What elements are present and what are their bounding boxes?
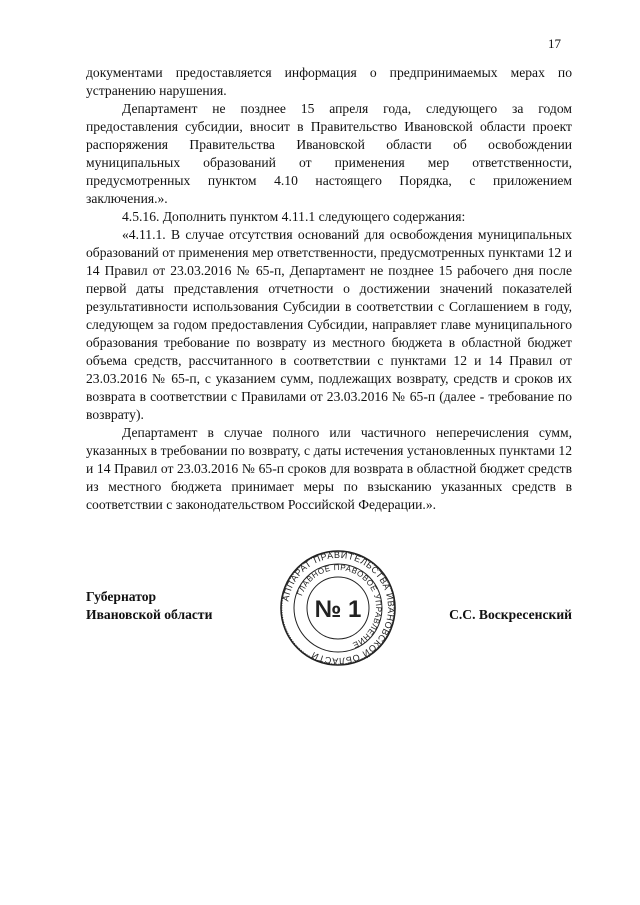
signatory-title xyxy=(86,588,212,624)
document-body xyxy=(86,64,572,514)
stamp-number: № 1 xyxy=(314,596,362,623)
paragraph: Департамент не позднее 15 апреля года, следующего за годом предоставления субсидии, вносит в Правительство Ивановской области проект распоряжения Правительства Ивановской области об освобождении муниципальных образований от применения мер ответственности, предусмотренных пунктом 4.10 настоящего Порядка, с приложением заключения.». xyxy=(86,101,572,206)
stamp-inner-text: ГЛАВНОЕ ПРАВОВОЕ УПРАВЛЕНИЕ xyxy=(295,562,384,650)
signatory-name: С.С. Воскресенский xyxy=(449,607,572,622)
page-number: 17 xyxy=(548,36,561,51)
paragraph: «4.11.1. В случае отсутствия оснований для освобождения муниципальных образований от применения мер ответственности, предусмотренных пунктами 12 и 14 Правил от 23.03.2016 № 65-п, Департамент не позднее 15 рабочего дня после первой даты представления отчетности о достижении значений показателей результативности использования Субсидии в соответствии с Соглашением в году, следующем за годом предоставления Субсидии, направляет главе муниципального образования требование по возврату из местного бюджета в областной бюджет объема средств, рассчитанного в соответствии с пунктами 12 и 14 Правил от 23.03.2016 № 65-п, с указанием сумм, подлежащих возврату, средств и сроков их возврата в соответствии с Правилами от 23.03.2016 № 65-п (далее - требование по возврату). xyxy=(86,227,572,422)
signature-block xyxy=(86,549,572,698)
paragraph: документами предоставляется информация о предпринимаемых мерах по устранению нарушения. xyxy=(86,65,572,98)
paragraph: 4.5.16. Дополнить пунктом 4.11.1 следующего содержания: xyxy=(122,209,466,224)
signatory-title-line: Губернатор xyxy=(86,589,157,604)
stamp-outer-text: АППАРАТ ПРАВИТЕЛЬСТВА ИВАНОВСКОЙ ОБЛАСТИ xyxy=(280,549,397,667)
official-stamp xyxy=(278,548,398,668)
paragraph: Департамент в случае полного или частичного неперечисления сумм, указанных в требовании по возврату, с даты истечения установленных пунктами 12 и 14 Правил от 23.03.2016 № 65-п сроков для возврата в областной бюджет средств из местного бюджета принимает меры по взысканию указанных средств в соответствии с законодательством Российской Федерации.». xyxy=(86,425,572,512)
signatory-title-line: Ивановской области xyxy=(86,607,213,622)
